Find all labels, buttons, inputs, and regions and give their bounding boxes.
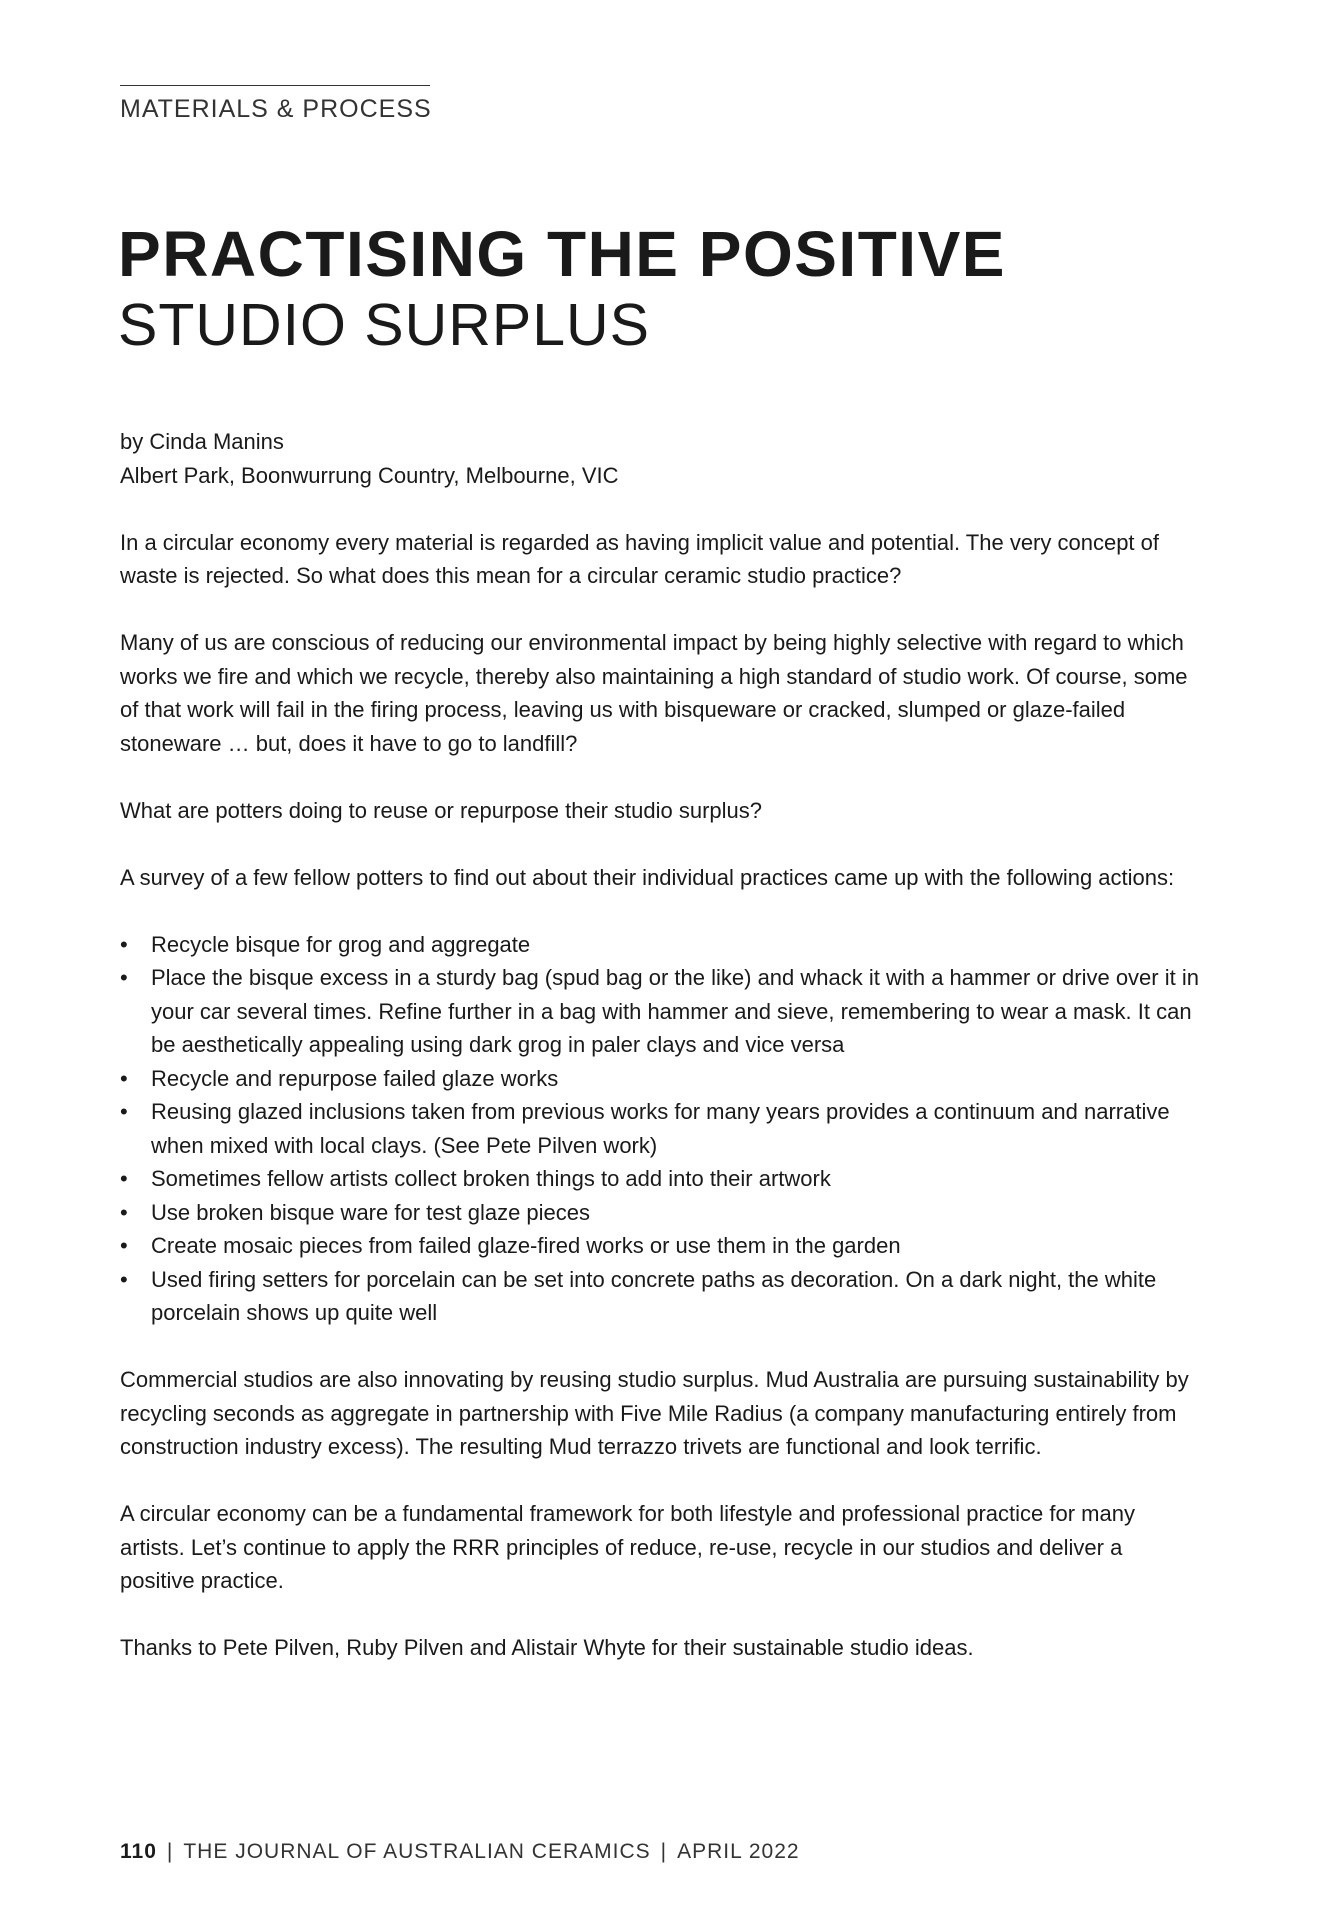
- paragraph: Commercial studios are also innovating by reusing studio surplus. Mud Australia are pursuing sustainability by recycling seconds as aggregate in partnership with Five Mile Radius (a company manufacturing entirely from construction industry excess). The resulting Mud terrazzo trivets are functional and look terrific.: [120, 1367, 1189, 1459]
- article-body: [120, 425, 1200, 1698]
- footer-separator: |: [166, 1840, 174, 1863]
- footer-separator: |: [660, 1840, 668, 1863]
- page-number: 110: [120, 1840, 157, 1863]
- list-item-text: Reusing glazed inclusions taken from previous works for many years provides a continuum and narrative when mixed with local clays. (See Pete Pilven work): [151, 1099, 1170, 1158]
- list-item: [120, 961, 1200, 1062]
- byline-block: [120, 425, 1200, 492]
- bullet-icon: •: [120, 965, 128, 990]
- section-label: MATERIALS & PROCESS: [120, 95, 432, 123]
- list-item-text: Sometimes fellow artists collect broken things to add into their artwork: [151, 1166, 831, 1191]
- bullet-icon: •: [120, 1199, 128, 1225]
- page-footer: [120, 1840, 800, 1864]
- list-item: [120, 1229, 1200, 1263]
- article-title: PRACTISING THE POSITIVE: [118, 218, 1006, 290]
- list-item: [120, 1196, 1200, 1230]
- section-rule: [120, 85, 430, 86]
- list-item-text: Used firing setters for porcelain can be set into concrete paths as decoration. On a dark night, the white porcelain shows up quite well: [151, 1266, 1157, 1325]
- acknowledgement: Thanks to Pete Pilven, Ruby Pilven and Alistair Whyte for their sustainable studio ideas.: [120, 1635, 974, 1660]
- author-location: Albert Park, Boonwurrung Country, Melbourne, VIC: [120, 462, 619, 488]
- bullet-icon: •: [120, 1233, 128, 1258]
- bullet-icon: •: [120, 1065, 128, 1091]
- bullet-icon: •: [120, 1266, 128, 1292]
- paragraph: Many of us are conscious of reducing our environmental impact by being highly selective with regard to which works we fire and which we recycle, thereby also maintaining a high standard of studio work. Of course, some of that work will fail in the firing process, leaving us with bisqueware or cracked, slumped or glaze-failed stoneware … but, does it have to go to landfill?: [120, 630, 1188, 756]
- list-item-text: Create mosaic pieces from failed glaze-fired works or use them in the garden: [151, 1233, 901, 1258]
- list-item-text: Place the bisque excess in a sturdy bag (spud bag or the like) and whack it with a hammer or drive over it in your car several times. Refine further in a bag with hammer and sieve, remembering to wear a mask. It can be aesthetically appealing using dark grog in paler clays and vice versa: [151, 965, 1199, 1057]
- list-item: [120, 1263, 1200, 1330]
- bullet-icon: •: [120, 1166, 128, 1191]
- paragraph: In a circular economy every material is regarded as having implicit value and potential. The very concept of waste is rejected. So what does this mean for a circular ceramic studio practice?: [120, 529, 1160, 588]
- article-subtitle: STUDIO SURPLUS: [118, 292, 650, 358]
- list-item: [120, 1095, 1200, 1162]
- author-byline: by Cinda Manins: [120, 429, 284, 454]
- journal-name: THE JOURNAL OF AUSTRALIAN CERAMICS: [183, 1840, 651, 1863]
- paragraph: A survey of a few fellow potters to find out about their individual practices came up with the following actions:: [120, 864, 1175, 890]
- actions-list: [120, 928, 1200, 1330]
- issue-date: APRIL 2022: [677, 1840, 800, 1863]
- list-item-text: Use broken bisque ware for test glaze pieces: [151, 1199, 591, 1225]
- list-item-text: Recycle bisque for grog and aggregate: [151, 931, 531, 957]
- list-item-text: Recycle and repurpose failed glaze works: [151, 1065, 559, 1091]
- list-item: [120, 928, 1200, 962]
- bullet-icon: •: [120, 931, 128, 957]
- list-item: [120, 1162, 1200, 1196]
- bullet-icon: •: [120, 1099, 128, 1124]
- paragraph: What are potters doing to reuse or repurpose their studio surplus?: [120, 797, 763, 823]
- list-item: [120, 1062, 1200, 1096]
- paragraph: A circular economy can be a fundamental framework for both lifestyle and professional practice for many artists. Let’s continue to apply the RRR principles of reduce, re-use, recycle in our studios and deliver a positive practice.: [120, 1501, 1135, 1593]
